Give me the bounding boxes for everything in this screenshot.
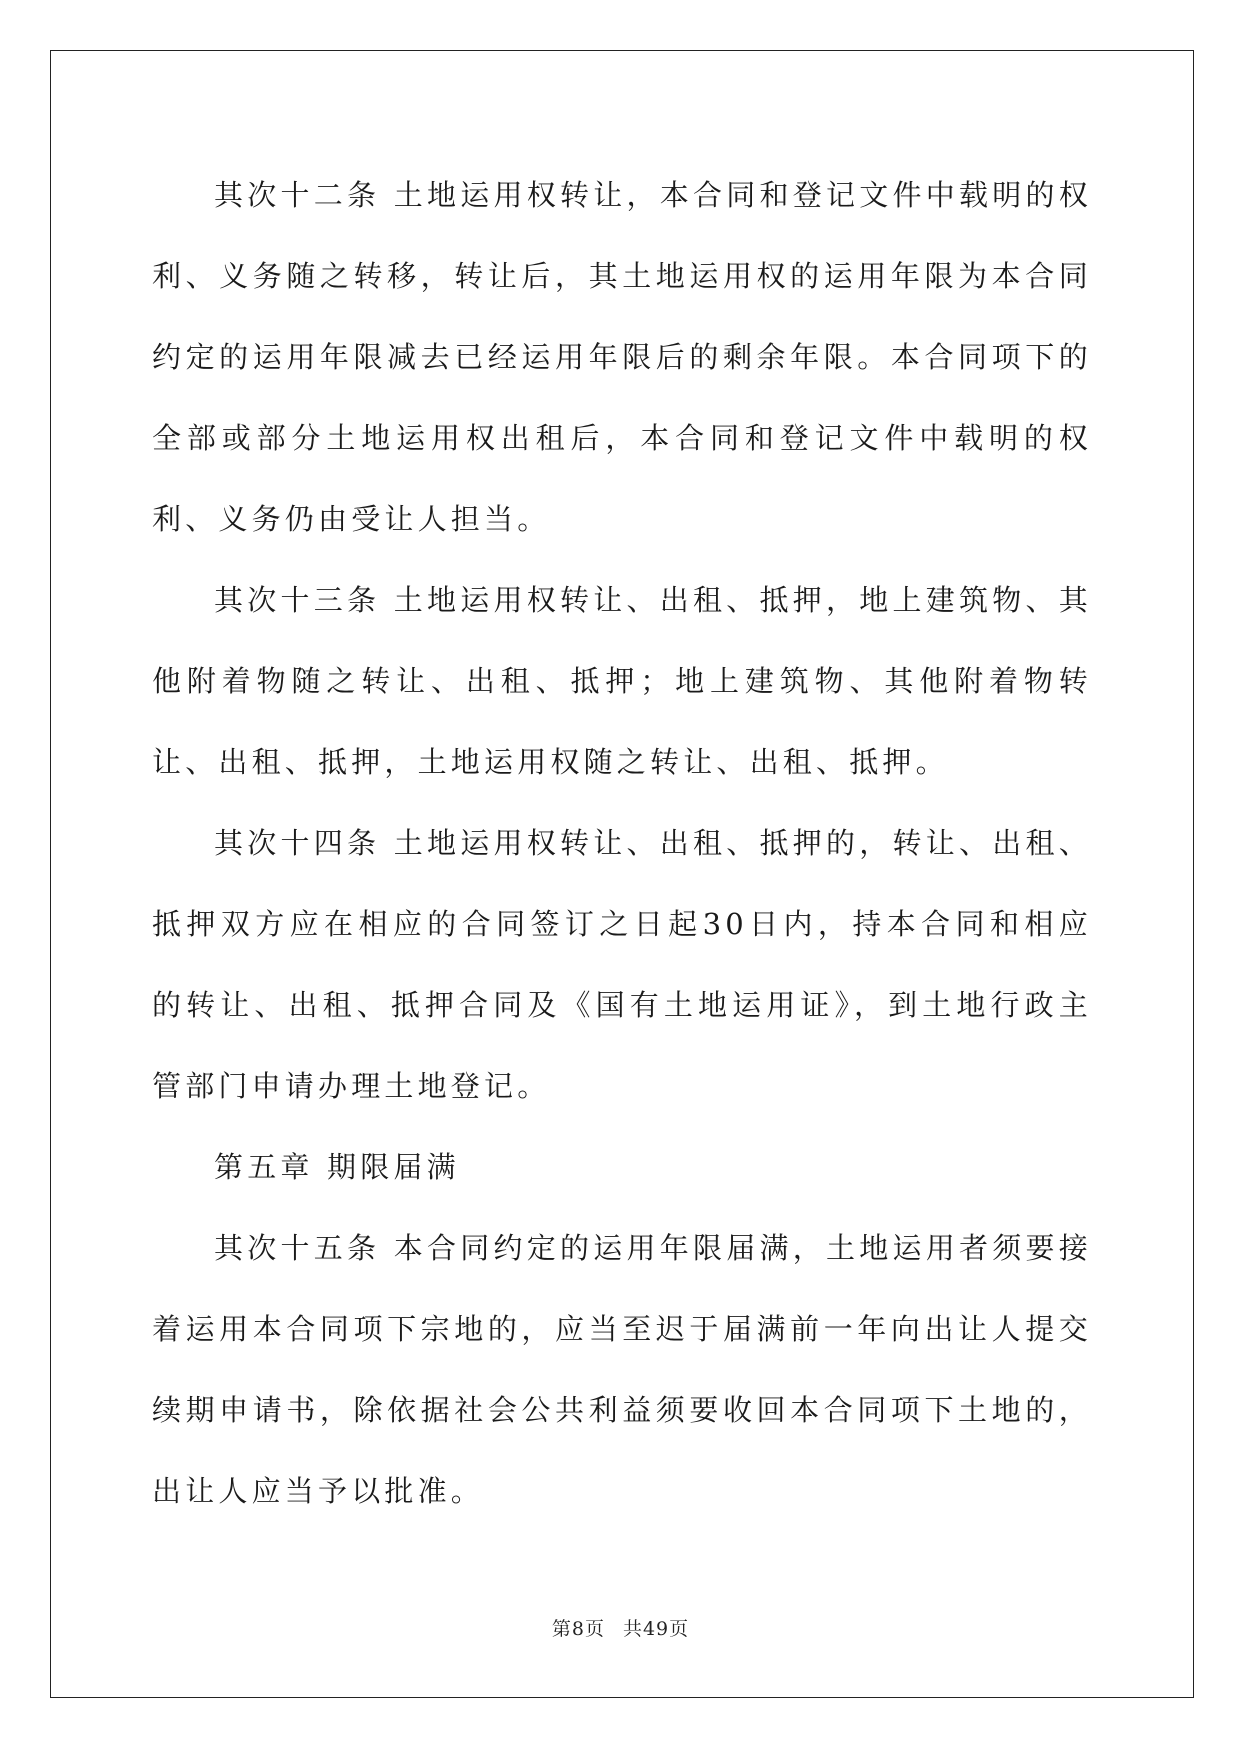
paragraph-article-22: 其次十二条 土地运用权转让，本合同和登记文件中载明的权利、义务随之转移，转让后，其土地运用权的运用年限为本合同约定的运用年限减去已经运用年限后的剩余年限。本合同项下的全部或部分土地运用权出租后，本合同和登记文件中载明的权利、义务仍由受让人担当。	[152, 178, 1092, 536]
page-footer	[0, 1614, 1241, 1641]
paragraph-article-25: 其次十五条 本合同约定的运用年限届满，土地运用者须要接着运用本合同项下宗地的，应当至迟于届满前一年向出让人提交续期申请书，除依据社会公共利益须要收回本合同项下土地的，出让人应当予以批准。	[152, 1231, 1092, 1508]
paragraph-article-24: 其次十四条 土地运用权转让、出租、抵押的，转让、出租、抵押双方应在相应的合同签订之日起30日内，持本合同和相应的转让、出租、抵押合同及《国有土地运用证》，到土地行政主管部门申请办理土地登记。	[152, 826, 1092, 1103]
page-total: 共49页	[622, 1618, 690, 1640]
page-number: 第8页	[551, 1618, 605, 1640]
chapter-heading: 第五章 期限届满	[214, 1150, 460, 1184]
document-body	[152, 155, 1092, 1532]
paragraph-article-23: 其次十三条 土地运用权转让、出租、抵押，地上建筑物、其他附着物随之转让、出租、抵押；地上建筑物、其他附着物转让、出租、抵押，土地运用权随之转让、出租、抵押。	[152, 583, 1092, 779]
